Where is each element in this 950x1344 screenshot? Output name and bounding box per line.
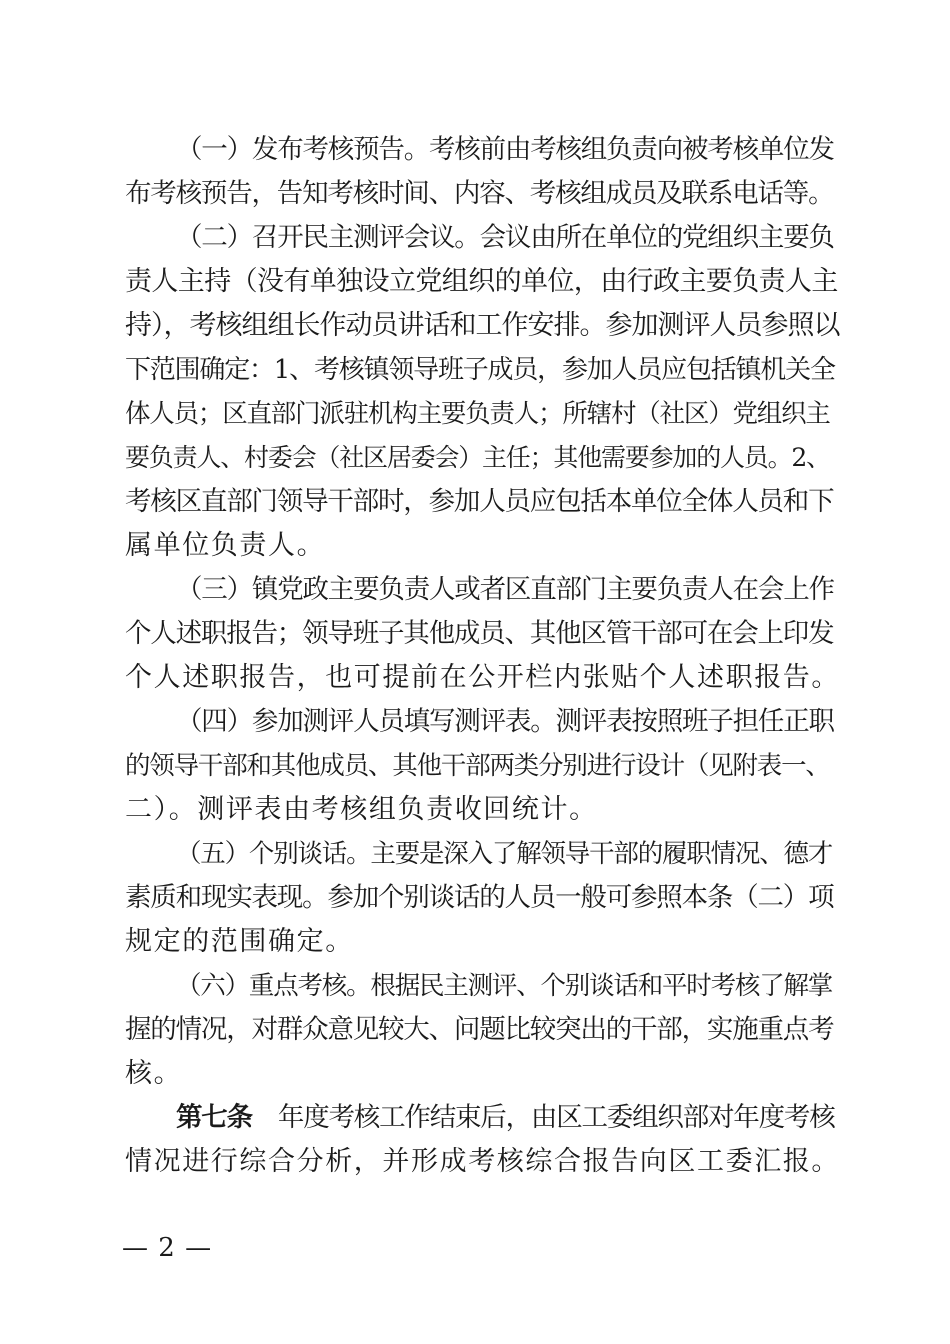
paragraph-2-line-3: 持），考核组组长作动员讲话和工作安排。参加测评人员参照以 (125, 310, 840, 341)
paragraph-4-line-1: （四）参加测评人员填写测评表。测评表按照班子担任正职 (176, 706, 834, 737)
paragraph-2-line-5: 体人员；区直部门派驻机构主要负责人；所辖村（社区）党组织主 (125, 399, 830, 429)
paragraph-2-line-7: 考核区直部门领导干部时，参加人员应包括本单位全体人员和下 (125, 486, 834, 517)
paragraph-2-line-4: 下范围确定：1、考核镇领导班子成员，参加人员应包括镇机关全 (125, 355, 835, 385)
paragraph-5-line-1: （五）个别谈话。主要是深入了解领导干部的履职情况、德才 (176, 839, 833, 869)
paragraph-5-line-3: 规定的范围确定。 (125, 926, 354, 957)
paragraph-4-line-3: 二）。测评表由考核组负责收回统计。 (125, 794, 598, 825)
article-7-title: 第七条 (176, 1102, 252, 1133)
paragraph-2-line-2: 责人主持（没有单独设立党组织的单位，由行政主要负责人主 (125, 266, 838, 297)
paragraph-6-line-2: 握的情况，对群众意见较大、问题比较突出的干部，实施重点考 (125, 1014, 834, 1045)
paragraph-3-line-1: （三）镇党政主要负责人或者区直部门主要负责人在会上作 (176, 574, 834, 605)
article-7-line-1 (176, 1096, 840, 1140)
paragraph-4-line-2: 的领导干部和其他成员、其他干部两类分别进行设计（见附表一、 (125, 751, 830, 781)
paragraph-1-line-2: 布考核预告，告知考核时间、内容、考核组成员及联系电话等。 (125, 178, 834, 209)
article-7-line-2: 情况进行综合分析，并形成考核综合报告向区工委汇报。 (125, 1146, 840, 1177)
paragraph-2-line-6: 要负责人、村委会（社区居委会）主任；其他需要参加的人员。2、 (125, 443, 830, 472)
paragraph-2-line-8: 属单位负责人。 (125, 530, 326, 561)
paragraph-5-line-2: 素质和现实表现。参加个别谈话的人员一般可参照本条（二）项 (125, 882, 834, 913)
paragraph-6-line-3: 核。 (125, 1058, 183, 1089)
paragraph-1-line-1: （一）发布考核预告。考核前由考核组负责向被考核单位发 (176, 134, 834, 165)
paragraph-6-line-1: （六）重点考核。根据民主测评、个别谈话和平时考核了解掌 (176, 971, 833, 1001)
page-number: — 2 — (122, 1233, 213, 1263)
paragraph-3-line-3: 个人述职报告，也可提前在公开栏内张贴个人述职报告。 (125, 662, 840, 693)
article-7-text: 年度考核工作结束后，由区工委组织部对年度考核 (277, 1102, 835, 1133)
paragraph-3-line-2: 个人述职报告；领导班子其他成员、其他区管干部可在会上印发 (125, 618, 834, 649)
paragraph-2-line-1: （二）召开民主测评会议。会议由所在单位的党组织主要负 (176, 222, 834, 253)
